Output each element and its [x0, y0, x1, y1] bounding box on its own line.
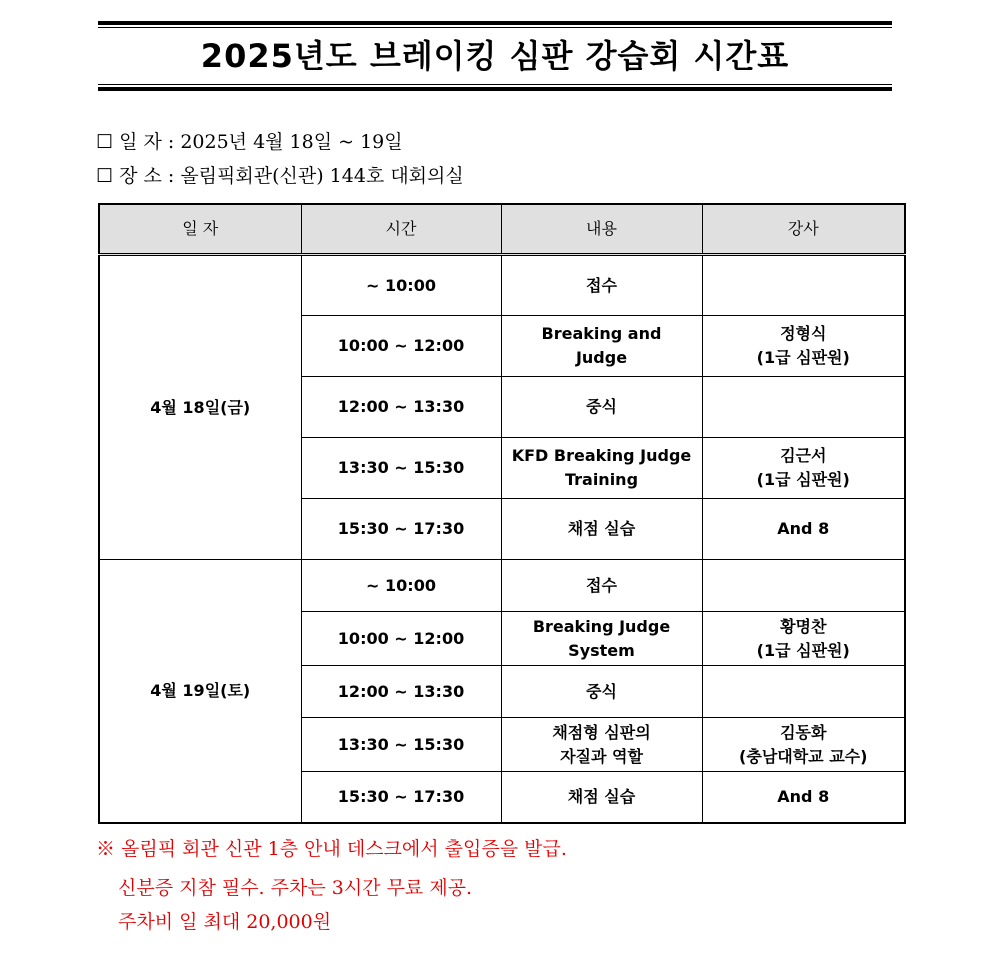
schedule-table: [98, 203, 906, 824]
info-place-text: 장 소 : 올림픽회관(신관) 144호 대회의실: [119, 165, 464, 187]
table-row: [99, 255, 905, 316]
lecturer-line: (1급 심판원): [756, 640, 850, 660]
content-line: 자질과 역할: [560, 746, 643, 766]
cell-date: 4월 19일(토): [99, 560, 301, 823]
table-header-row: [99, 204, 905, 255]
content-line: 채점 실습: [567, 519, 636, 538]
header-time: 시간: [301, 204, 501, 255]
page-title: 2025년도 브레이킹 심판 강습회 시간표: [200, 37, 790, 75]
cell-lecturer: [702, 612, 905, 666]
table-row: [99, 560, 905, 612]
cell-lecturer: [702, 377, 905, 438]
info-date: [96, 130, 403, 154]
header-content: 내용: [501, 204, 702, 255]
cell-content: [501, 316, 702, 377]
cell-lecturer: [702, 438, 905, 499]
note-line-1: ※ 올림픽 회관 신관 1층 안내 데스크에서 출입증을 발급.: [96, 838, 567, 860]
content-line: 중식: [586, 397, 617, 416]
cell-time: 15:30 ~ 17:30: [301, 772, 501, 823]
content-line: 채점 실습: [567, 786, 636, 806]
note-line-2: 신분증 지참 필수. 주차는 3시간 무료 제공.: [118, 877, 473, 899]
cell-time: 15:30 ~ 17:30: [301, 499, 501, 560]
lecturer-line: 정형식: [780, 324, 827, 343]
lecturer-line: And 8: [777, 519, 830, 538]
lecturer-line: 김근서: [780, 446, 827, 465]
cell-date: 4월 18일(금): [99, 255, 301, 560]
checkbox-icon: ☐: [96, 131, 114, 153]
cell-lecturer: [702, 255, 905, 316]
content-line: Judge: [575, 348, 628, 367]
content-line: KFD Breaking Judge: [511, 446, 692, 465]
cell-time: 12:00 ~ 13:30: [301, 666, 501, 718]
content-line: Breaking Judge: [532, 616, 671, 636]
checkbox-icon: ☐: [96, 165, 114, 187]
cell-content: [501, 255, 702, 316]
content-line: Training: [564, 470, 639, 489]
cell-content: [501, 377, 702, 438]
cell-content: [501, 772, 702, 823]
cell-content: [501, 718, 702, 772]
content-line: 접수: [586, 275, 617, 295]
lecturer-line: And 8: [777, 786, 830, 806]
note-line-3: 주차비 일 최대 20,000원: [118, 911, 332, 933]
cell-time: 10:00 ~ 12:00: [301, 316, 501, 377]
cell-lecturer: [702, 718, 905, 772]
cell-time: 13:30 ~ 15:30: [301, 438, 501, 499]
cell-lecturer: [702, 316, 905, 377]
lecturer-line: 김동화: [780, 722, 827, 742]
content-line: Breaking and: [541, 324, 662, 343]
lecturer-line: (충남대학교 교수): [739, 746, 868, 766]
info-place: [96, 164, 464, 188]
cell-lecturer: [702, 666, 905, 718]
cell-time: 12:00 ~ 13:30: [301, 377, 501, 438]
cell-time: 13:30 ~ 15:30: [301, 718, 501, 772]
lecturer-line: (1급 심판원): [756, 470, 850, 489]
content-line: 채점형 심판의: [552, 722, 651, 742]
cell-content: [501, 560, 702, 612]
title-rule-top-thin: [98, 27, 892, 28]
info-date-text: 일 자 : 2025년 4월 18일 ~ 19일: [119, 131, 403, 153]
cell-lecturer: [702, 560, 905, 612]
content-line: System: [568, 640, 635, 660]
cell-time: ~ 10:00: [301, 255, 501, 316]
cell-lecturer: [702, 772, 905, 823]
title-box: [98, 21, 892, 91]
header-lecturer: 강사: [702, 204, 905, 255]
cell-content: [501, 438, 702, 499]
cell-time: ~ 10:00: [301, 560, 501, 612]
content-line: 중식: [586, 681, 617, 701]
lecturer-line: (1급 심판원): [756, 348, 850, 367]
content-line: 접수: [586, 575, 617, 595]
lecturer-line: 황명찬: [780, 616, 827, 636]
title-rule-bottom-thick: [98, 87, 892, 91]
cell-content: [501, 499, 702, 560]
title-rule-top-thick: [98, 21, 892, 25]
table-body: [99, 255, 905, 823]
cell-lecturer: [702, 499, 905, 560]
header-date: 일 자: [99, 204, 301, 255]
cell-time: 10:00 ~ 12:00: [301, 612, 501, 666]
cell-content: [501, 666, 702, 718]
title-rule-bottom-thin: [98, 84, 892, 85]
cell-content: [501, 612, 702, 666]
